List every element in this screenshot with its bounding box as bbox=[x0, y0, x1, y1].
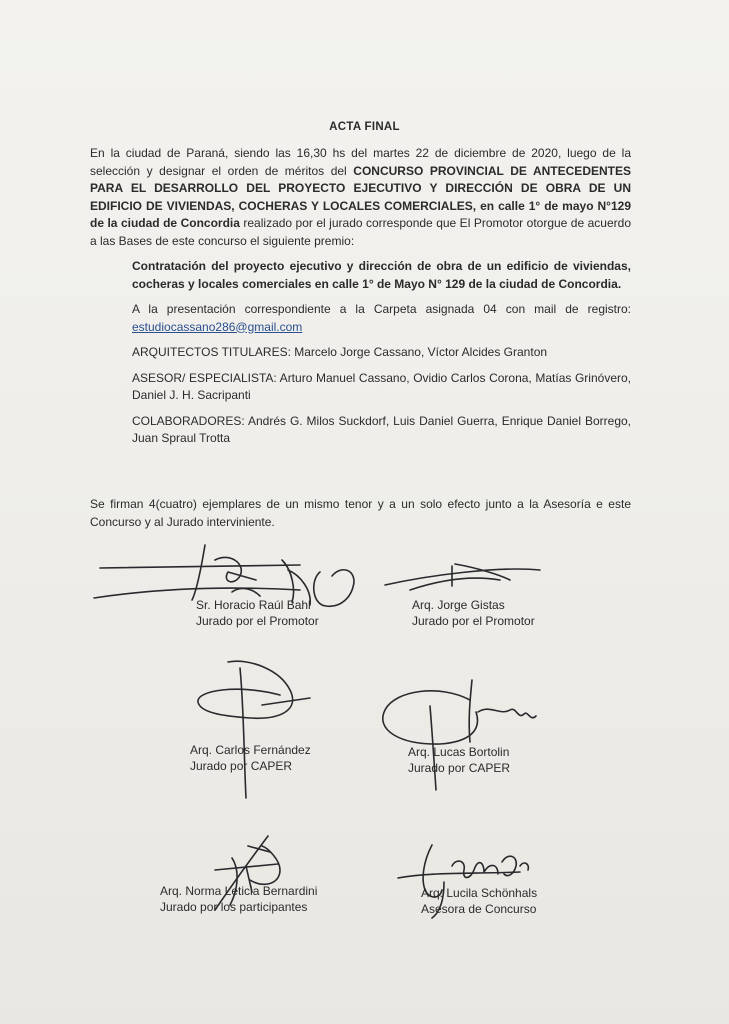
email-link[interactable]: estudiocassano286@gmail.com bbox=[132, 319, 303, 334]
prize-paragraph: Contratación del proyecto ejecutivo y dirección de obra de un edificio de viviendas, cocheras y locales comerciales en calle 1° de Mayo N° 129 de la ciudad de Concordia. bbox=[132, 259, 631, 291]
document-title: ACTA FINAL bbox=[329, 121, 400, 133]
signatory-1 bbox=[196, 597, 319, 629]
signatory-3-role: Jurado por CAPER bbox=[190, 759, 293, 773]
signatory-4-name: Arq. Lucas Bortolin bbox=[408, 745, 510, 759]
signatory-2-role: Jurado por el Promotor bbox=[412, 614, 535, 628]
architects-paragraph: ARQUITECTOS TITULARES: Marcelo Jorge Cassano, Víctor Alcides Granton bbox=[132, 345, 548, 359]
signatory-3 bbox=[190, 742, 311, 774]
presentation-paragraph: A la presentación correspondiente a la Carpeta asignada 04 con mail de registro: estudiocassano286@gmail.com bbox=[132, 302, 631, 334]
contest-name: CONCURSO PROVINCIAL DE ANTECEDENTES PARA EL DESARROLLO DEL PROYECTO EJECUTIVO Y DIRECCIÓN DE OBRA DE UN EDIFICIO DE VIVIENDAS, COCHERAS Y LOCALES COMERCIALES, en calle 1° de mayo N°129 de la ciudad de Concordia bbox=[90, 163, 631, 230]
closing-paragraph: Se firman 4(cuatro) ejemplares de un mismo tenor y a un solo efecto junto a la Asesoría e este Concurso y al Jurado interviniente. bbox=[90, 497, 631, 529]
signatory-3-name: Arq. Carlos Fernández bbox=[190, 743, 311, 757]
signatory-4-role: Jurado por CAPER bbox=[408, 761, 511, 775]
document-body bbox=[90, 145, 631, 448]
signatory-6-role: Asesora de Concurso bbox=[421, 902, 537, 916]
signatory-2-name: Arq. Jorge Gistas bbox=[412, 598, 505, 612]
signature-3-mark bbox=[198, 661, 310, 798]
signatory-5-role: Jurado por los participantes bbox=[160, 900, 308, 914]
collaborators-paragraph: COLABORADORES: Andrés G. Milos Suckdorf, Luis Daniel Guerra, Enrique Daniel Borrego, Juan Spraul Trotta bbox=[132, 413, 631, 445]
signatory-4 bbox=[408, 744, 510, 776]
signatory-6-name: Arq. Lucila Schönhals bbox=[421, 886, 538, 900]
advisors-paragraph: ASESOR/ ESPECIALISTA: Arturo Manuel Cassano, Ovidio Carlos Corona, Matías Grinóvero, Daniel J. H. Sacripanti bbox=[132, 370, 631, 402]
signatory-1-role: Jurado por el Promotor bbox=[196, 614, 319, 628]
signatory-1-name: Sr. Horacio Raúl Bahl bbox=[196, 598, 311, 612]
intro-paragraph: En la ciudad de Paraná, siendo las 16,30 hs del martes 22 de diciembre de 2020, luego de la selección y designar el orden de méritos del CONCURSO PROVINCIAL DE ANTECEDENTES PARA EL DESARROLLO DEL PROYECTO EJECUTIVO Y DIRECCIÓN DE OBRA DE UN EDIFICIO DE VIVIENDAS, COCHERAS Y LOCALES COMERCIALES, en calle 1° de mayo N°129 de la ciudad de Concordia realizado por el jurado corresponde que El Promotor otorgue de acuerdo a las Bases de este concurso el siguiente premio: bbox=[90, 146, 631, 248]
signatory-5-name: Arq. Norma Leticia Bernardini bbox=[160, 884, 318, 898]
signatory-2 bbox=[412, 597, 535, 629]
signatory-5 bbox=[160, 883, 317, 915]
signatory-6 bbox=[421, 885, 537, 917]
signature-2-mark bbox=[385, 564, 540, 590]
